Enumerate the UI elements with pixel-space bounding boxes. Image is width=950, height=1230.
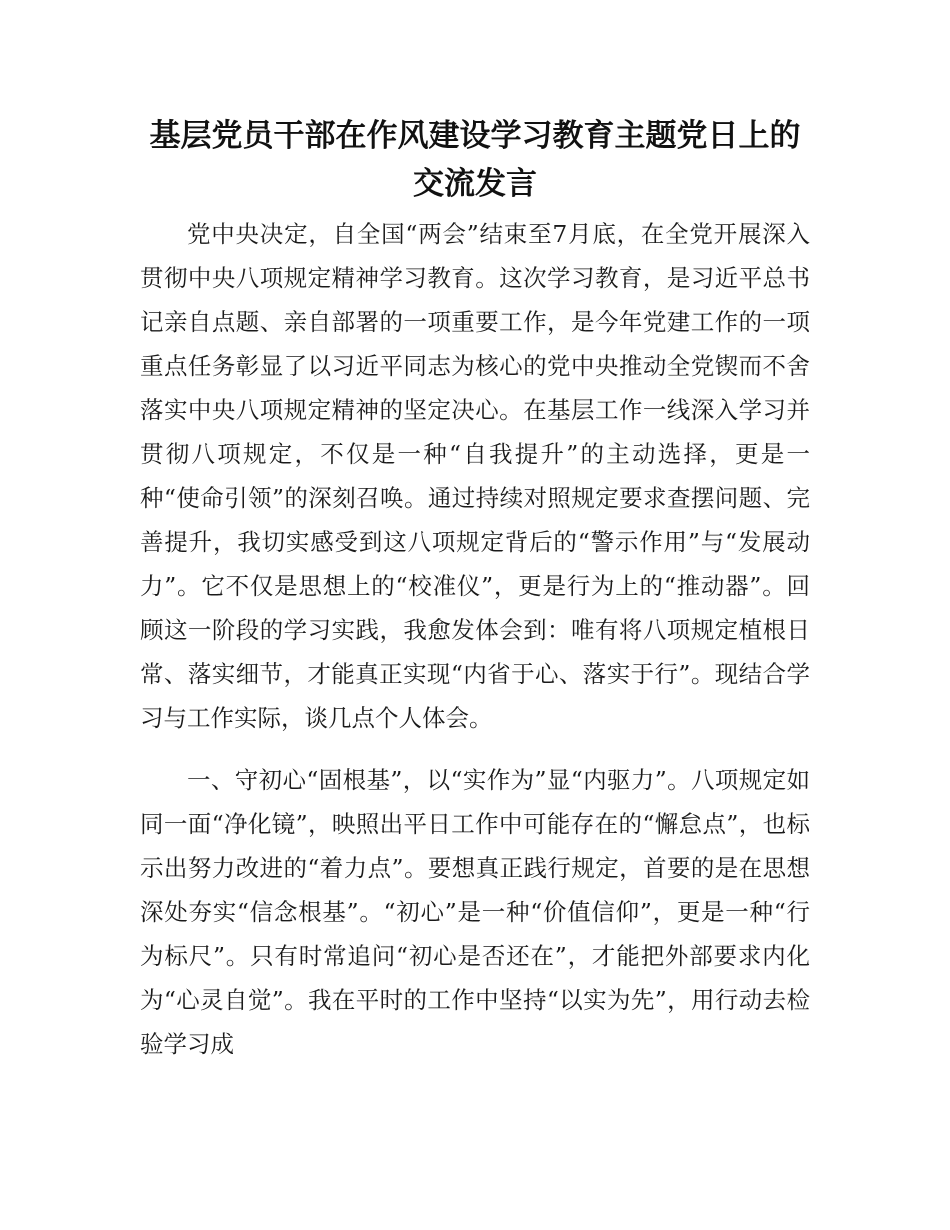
paragraph-intro: 党中央决定，自全国“两会”结束至7月底，在全党开展深入贯彻中央八项规定精神学习教育。这次学习教育，是习近平总书记亲自点题、亲自部署的一项重要工作，是今年党建工作的一项重点任务彰显了以习近平同志为核心的党中央推动全党锲而不舍落实中央八项规定精神的坚定决心。在基层工作一线深入学习并贯彻八项规定，不仅是一种“自我提升”的主动选择，更是一种“使命引领”的深刻召唤。通过持续对照规定要求查摆问题、完善提升，我切实感受到这八项规定背后的“警示作用”与“发展动力”。它不仅是思想上的“校准仪”，更是行为上的“推动器”。回顾这一阶段的学习实践，我愈发体会到：唯有将八项规定植根日常、落实细节，才能真正实现“内省于心、落实于行”。现结合学习与工作实际，谈几点个人体会。 — [140, 220, 810, 732]
document-body — [140, 212, 810, 1066]
paragraph-section-one: 一、守初心“固根基”，以“实作为”显“内驱力”。八项规定如同一面“净化镜”，映照出平日工作中可能存在的“懈怠点”，也标示出努力改进的“着力点”。要想真正践行规定，首要的是在思想深处夯实“信念根基”。“初心”是一种“价值信仰”，更是一种“行为标尺”。只有时常追问“初心是否还在”，才能把外部要求内化为“心灵自觉”。我在平时的工作中坚持“以实为先”，用行动去检验学习成 — [140, 766, 810, 1058]
document-title: 基层党员干部在作风建设学习教育主题党日上的交流发言 — [149, 118, 801, 202]
